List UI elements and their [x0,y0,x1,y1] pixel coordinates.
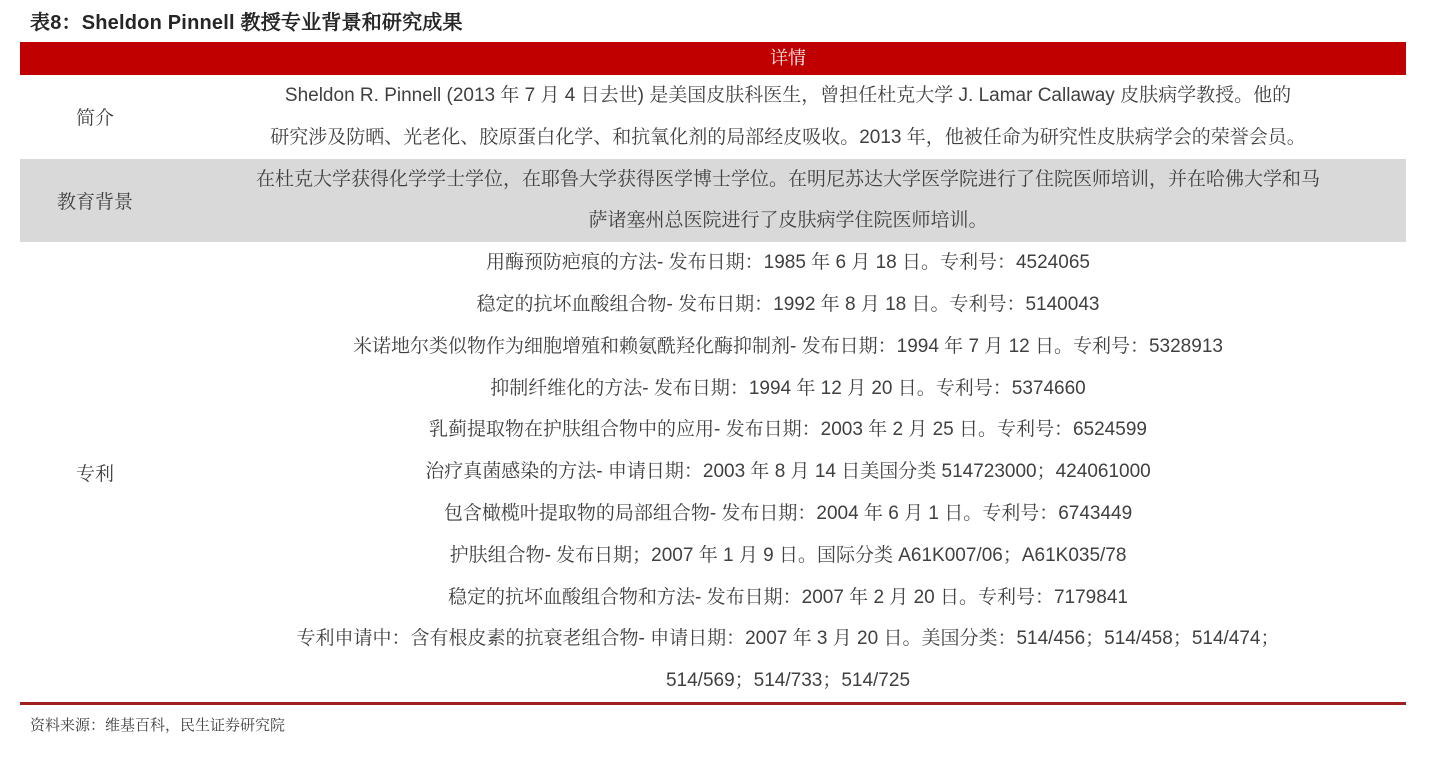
table-title: 表8：Sheldon Pinnell 教授专业背景和研究成果 [30,12,463,34]
table-row [20,75,1406,159]
detail-line: 在杜克大学获得化学学士学位，在耶鲁大学获得医学博士学位。在明尼苏达大学医学院进行了住院医师培训，并在哈佛大学和马 [255,168,1320,190]
detail-line: 治疗真菌感染的方法- 申请日期：2003 年 8 月 14 日美国分类 514723000；424061000 [425,461,1151,483]
detail-line: 稳定的抗坏血酸组合物- 发布日期：1992 年 8 月 18 日。专利号：5140043 [476,293,1100,315]
detail-line: 包含橄榄叶提取物的局部组合物- 发布日期：2004 年 6 月 1 日。专利号：6743449 [443,502,1133,524]
detail-line: 514/569；514/733；514/725 [665,670,911,692]
row-label: 教育背景 [56,191,133,213]
table-row [20,242,1406,702]
table-body [20,75,1406,702]
table-row [20,159,1406,243]
detail-line: Sheldon R. Pinnell (2013 年 7 月 4 日去世) 是美国皮肤科医生，曾担任杜克大学 J. Lamar Callaway 皮肤病学教授。他的 [284,85,1292,106]
detail-line: 护肤组合物- 发布日期；2007 年 1 月 9 日。国际分类 A61K007/06；A61K035/78 [449,544,1127,566]
detail-line: 抑制纤维化的方法- 发布日期：1994 年 12 月 20 日。专利号：5374660 [490,377,1086,399]
bottom-rule-divider [20,702,1406,705]
detail-line: 米诺地尔类似物作为细胞增殖和赖氨酰羟化酶抑制剂- 发布日期：1994 年 7 月 12 日。专利号：5328913 [353,335,1223,357]
row-label: 专利 [75,463,114,485]
detail-line: 乳蓟提取物在护肤组合物中的应用- 发布日期：2003 年 2 月 25 日。专利号：6524599 [429,419,1147,441]
detail-line: 研究涉及防晒、光老化、胶原蛋白化学、和抗氧化剂的局部经皮吸收。2013 年，他被任命为研究性皮肤病学会的荣誉会员。 [270,126,1306,148]
detail-line: 用酶预防疤痕的方法- 发布日期：1985 年 6 月 18 日。专利号：4524065 [486,252,1090,274]
detail-line: 稳定的抗坏血酸组合物和方法- 发布日期：2007 年 2 月 20 日。专利号：7179841 [448,586,1128,608]
row-details [170,75,1406,159]
data-table [20,42,1406,702]
detail-line: 专利申请中：含有根皮素的抗衰老组合物- 申请日期：2007 年 3 月 20 日。美国分类：514/456；514/458；514/474； [296,628,1280,650]
table-header-details: 详情 [20,42,1406,75]
row-label: 简介 [75,108,114,130]
source-note: 资料来源：维基百科，民生证券研究院 [30,717,286,734]
detail-line: 萨诸塞州总医院进行了皮肤病学住院医师培训。 [588,210,988,232]
row-details [170,242,1406,702]
row-details [170,159,1406,243]
